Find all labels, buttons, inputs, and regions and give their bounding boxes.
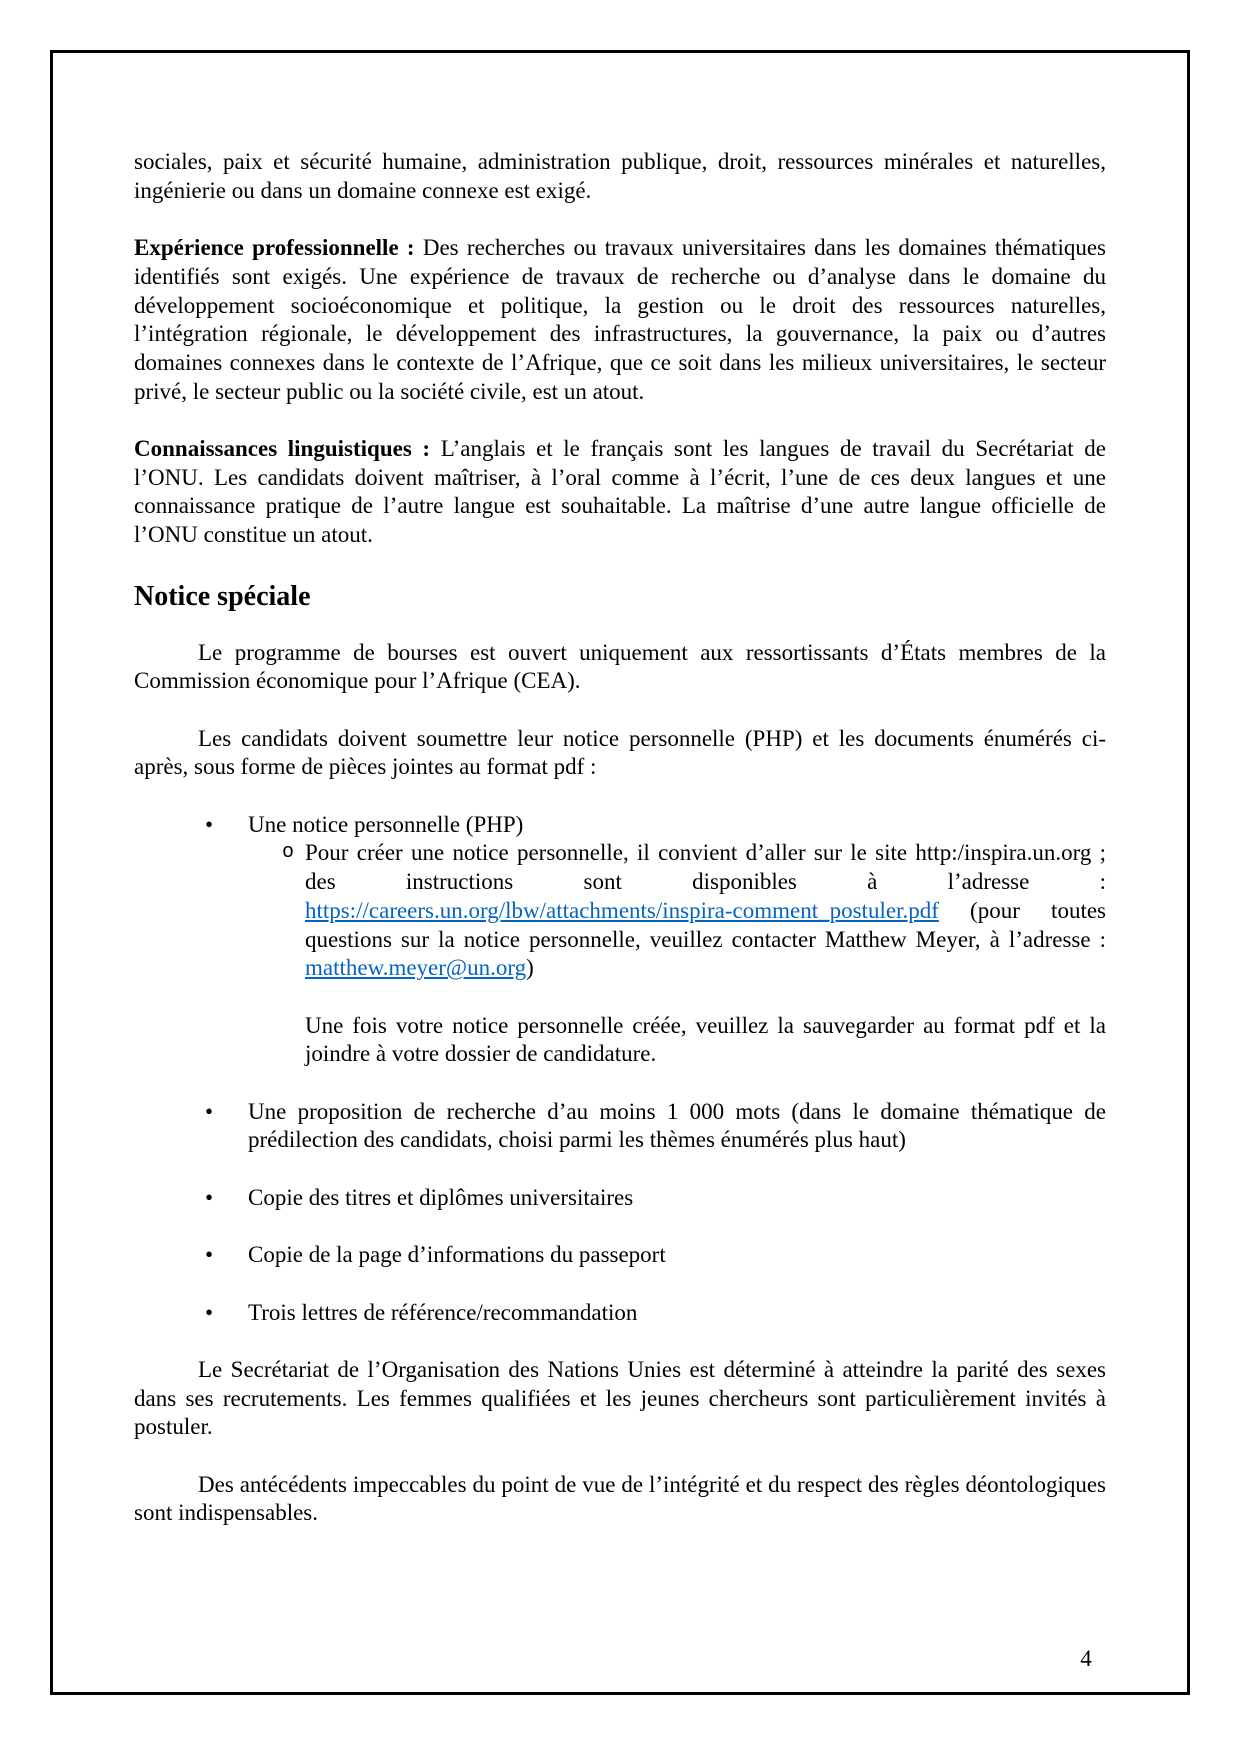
bullet-item-notice-personnelle [134, 811, 1106, 840]
candidats-text: Les candidats doivent soumettre leur notice personnelle (PHP) et les documents énumérés ci-après, sous forme de pièces jointes au format pdf : [134, 725, 1106, 780]
sub-note-text: Une fois votre notice personnelle créée, veuillez la sauvegarder au format pdf et la joindre à votre dossier de candidature. [305, 1012, 1106, 1067]
paragraph-candidats [134, 725, 1106, 782]
programme-text: Le programme de bourses est ouvert uniquement aux ressortissants d’États membres de la Commission économique pour l’Afrique (CEA). [134, 639, 1106, 694]
bullet-icon: • [205, 1299, 214, 1325]
bullet-item-passeport [134, 1241, 1106, 1270]
bullet-item-diplomes [134, 1184, 1106, 1213]
inspira-pdf-link[interactable]: https://careers.un.org/lbw/attachments/inspira-comment_postuler.pdf [305, 897, 939, 923]
paragraph-langues [134, 435, 1106, 550]
bullet-icon: • [205, 1242, 214, 1268]
document-body [134, 148, 1106, 1557]
sub-note-save-pdf [134, 1012, 1106, 1069]
bullet-item-references [134, 1299, 1106, 1328]
notice-speciale-heading: Notice spéciale [134, 580, 311, 612]
secretariat-text: Le Secrétariat de l’Organisation des Nations Unies est déterminé à atteindre la parité des sexes dans ses recrutements. Les femmes qualifiées et les jeunes chercheurs sont particulièrement invités à postuler. [134, 1356, 1106, 1440]
paragraph-experience [134, 234, 1106, 406]
sub-bullet-text-mid: (pour toutes questions sur la notice personnelle, veuillez contacter Matthew Meyer, à l’adresse : [305, 897, 1106, 952]
bullet-icon: • [205, 1098, 214, 1124]
bullet-passeport-text: Copie de la page d’informations du passeport [248, 1242, 666, 1268]
langues-label: Connaissances linguistiques : [134, 436, 431, 461]
langues-text: L’anglais et le français sont les langues de travail du Secrétariat de l’ONU. Les candidats doivent maîtriser, à l’oral comme à l’écrit, l’une de ces deux langues et une connaissance pratique de l’autre langue est souhaitable. La maîtrise d’une autre langue officielle de l’ONU constitue un atout. [134, 436, 1106, 548]
sub-bullet-text-pre: Pour créer une notice personnelle, il convient d’aller sur le site http:/inspira.un.org ; des instructions sont disponibles à l’adresse : [305, 840, 1106, 895]
experience-label: Expérience professionnelle : [134, 235, 415, 261]
paragraph-antecedents [134, 1471, 1106, 1528]
sub-bullet-icon: o [282, 841, 295, 865]
paragraph-intro-tail [134, 148, 1106, 205]
experience-text: Des recherches ou travaux universitaires dans les domaines thématiques identifiés sont exigés. Une expérience de travaux de recherche ou d’analyse dans le domaine du développement socioéconomique et politique, la gestion ou le droit des ressources naturelles, l’intégration régionale, le développement des infrastructures, la gouvernance, la paix ou d’autres domaines connexes dans le contexte de l’Afrique, que ce soit dans les milieux universitaires, le secteur privé, le secteur public ou la société civile, est un atout. [134, 235, 1106, 404]
matthew-meyer-email-link[interactable]: matthew.meyer@un.org [305, 955, 527, 981]
bullet-diplomes-text: Copie des titres et diplômes universitaires [248, 1184, 634, 1210]
paragraph-programme [134, 639, 1106, 696]
bullet-references-text: Trois lettres de référence/recommandation [248, 1299, 638, 1325]
antecedents-text: Des antécédents impeccables du point de vue de l’intégrité et du respect des règles déontologiques sont indispensables. [134, 1471, 1106, 1526]
bullet-item-proposition [134, 1098, 1106, 1155]
sub-bullet-text-end: ) [526, 955, 534, 981]
bullet-notice-text: Une notice personnelle (PHP) [248, 811, 524, 837]
paragraph-secretariat [134, 1356, 1106, 1442]
bullet-icon: • [205, 811, 214, 837]
sub-bullet-inspira-instructions [134, 839, 1106, 983]
page-number: 4 [1080, 1646, 1092, 1671]
attachments-bullet-list [134, 811, 1106, 1328]
bullet-icon: • [205, 1184, 214, 1210]
intro-tail-text: sociales, paix et sécurité humaine, administration publique, droit, ressources minérales et naturelles, ingénierie ou dans un domaine connexe est exigé. [134, 149, 1106, 203]
bullet-proposition-text: Une proposition de recherche d’au moins 1 000 mots (dans le domaine thématique de prédilection des candidats, choisi parmi les thèmes énumérés plus haut) [248, 1098, 1106, 1153]
